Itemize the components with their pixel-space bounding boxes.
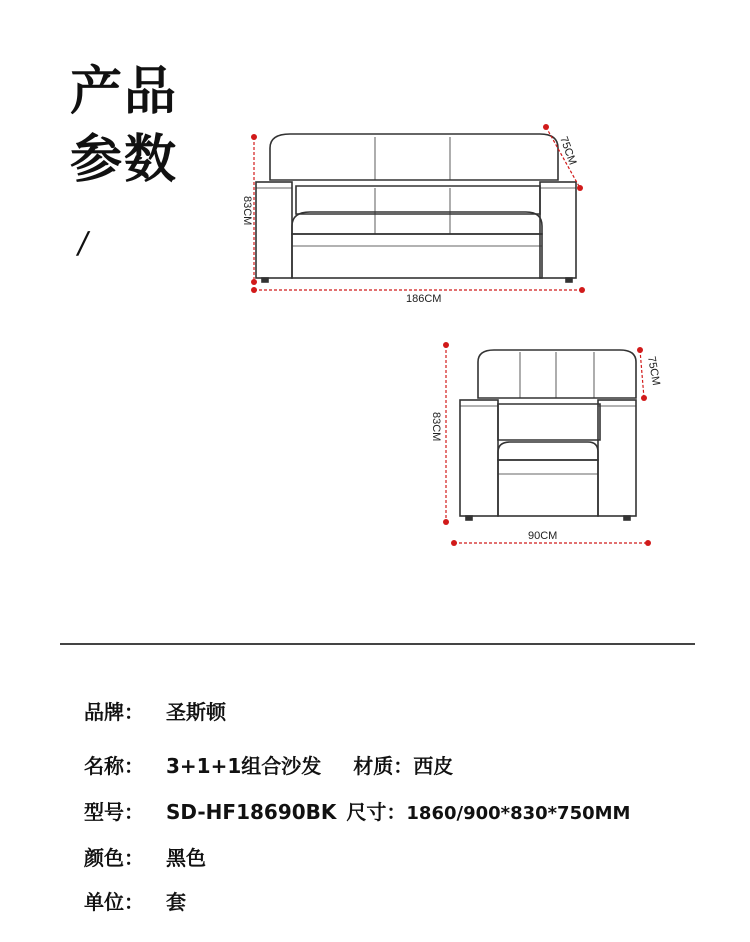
single-seat-height-label: 83CM — [430, 412, 442, 442]
single-seat-depth-label: 75CM — [645, 355, 662, 387]
size-value: 1860/900*830*750MM — [406, 803, 631, 824]
unit-value: 套 — [166, 890, 186, 914]
three-seat-sofa-drawing — [256, 134, 579, 282]
three-seat-width-label: 186CM — [406, 293, 442, 305]
color-label: 颜色： — [84, 846, 144, 870]
title-line-2: 参数 — [70, 130, 179, 190]
spec-row-unit — [84, 886, 186, 915]
single-seat-sofa-drawing — [460, 350, 636, 520]
color-value: 黑色 — [166, 846, 206, 870]
model-label: 型号： — [84, 800, 144, 824]
name-label: 名称： — [84, 754, 144, 778]
material-label: 材质： — [353, 754, 414, 778]
spec-row-color — [84, 842, 206, 871]
unit-label: 单位： — [84, 890, 144, 914]
spec-row-brand — [84, 696, 226, 725]
three-seat-height-label: 83CM — [241, 196, 253, 226]
section-divider — [60, 643, 695, 645]
title-slash: / — [74, 226, 92, 261]
spec-row-name — [84, 750, 453, 779]
spec-row-model — [84, 796, 630, 825]
title-line-1: 产品 — [70, 62, 179, 122]
brand-value: 圣斯顿 — [166, 700, 226, 724]
size-label: 尺寸： — [346, 800, 407, 824]
three-seat-dimensions — [251, 124, 585, 293]
three-seat-depth-label: 75CM — [557, 134, 579, 167]
model-value: SD-HF18690BK — [166, 800, 337, 824]
single-seat-width-label: 90CM — [528, 530, 558, 542]
brand-label: 品牌： — [84, 700, 144, 724]
name-value: 3+1+1组合沙发 — [166, 754, 322, 778]
material-value: 西皮 — [413, 754, 454, 778]
